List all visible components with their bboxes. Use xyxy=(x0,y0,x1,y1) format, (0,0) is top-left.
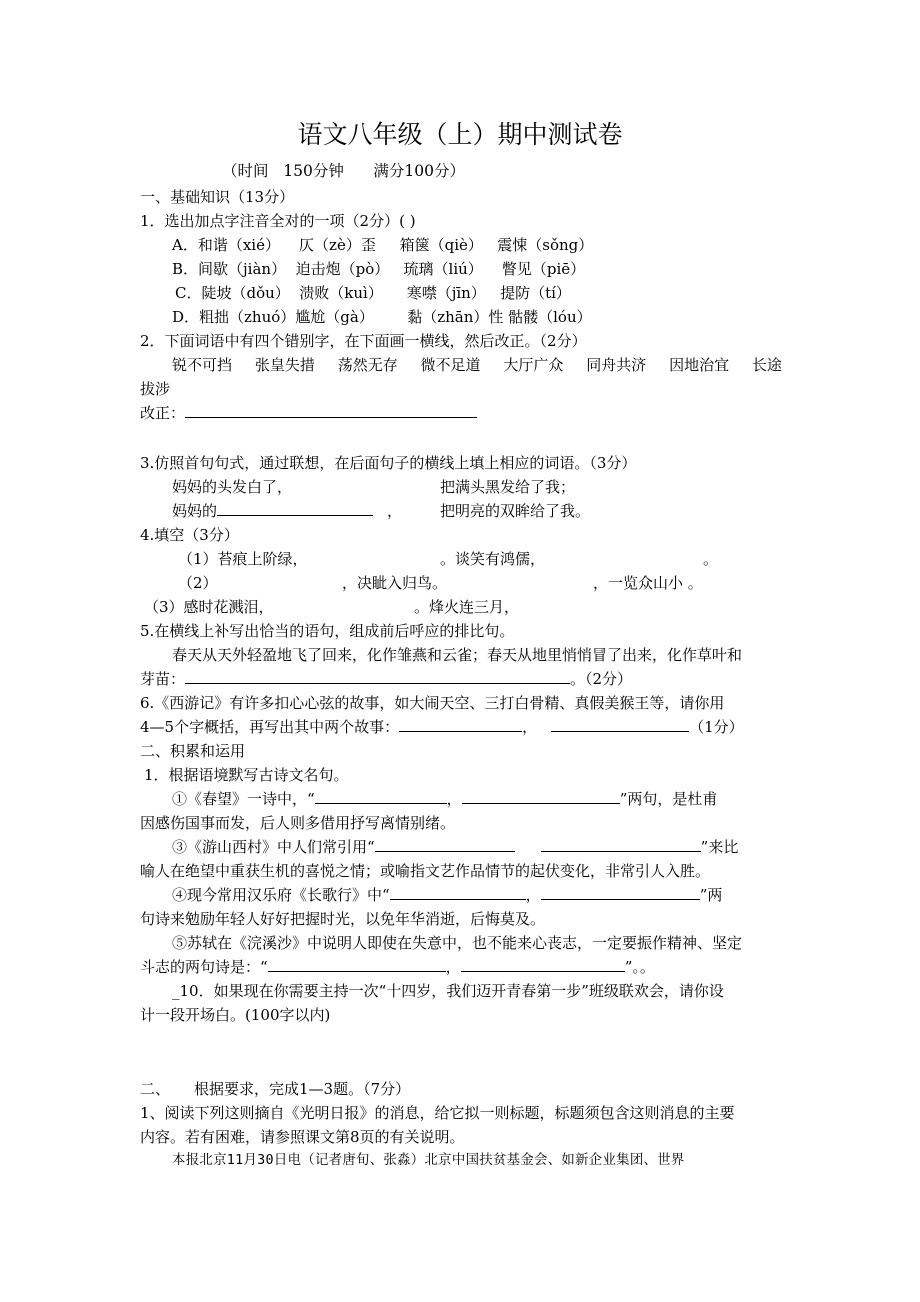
page-title: 语文八年级（上）期中测试卷 xyxy=(297,120,623,149)
question-stem: 5.在横线上补写出恰当的语句，组成前后呼应的排比句。 xyxy=(140,622,515,640)
text: ”两句，是杜甫 xyxy=(619,790,718,808)
text: ， xyxy=(525,886,541,904)
answer-blank[interactable] xyxy=(541,837,701,852)
q3-line2-right: 把明亮的双眸给了我。 xyxy=(440,502,591,520)
paragraph: 因感伤国事而发，后人则多借用抒写离情别绪。 xyxy=(140,814,456,832)
poem-item xyxy=(172,789,717,809)
fill-line: ，一览众山小 。 xyxy=(593,574,703,592)
word: 锐不可挡 xyxy=(172,356,233,374)
text: 。（2分） xyxy=(570,670,633,688)
question-stem: 计一段开场白。(100字以内) xyxy=(140,1006,331,1024)
q3-line1-left: 妈妈的头发白了， xyxy=(172,478,293,496)
paragraph: 春天从天外轻盈地飞了回来，化作雏燕和云雀；春天从地里悄悄冒了出来，化作草叶和 xyxy=(172,646,743,664)
word: 张皇失措 xyxy=(254,356,315,374)
answer-blank[interactable] xyxy=(185,669,570,684)
answer-blank[interactable] xyxy=(462,789,620,804)
text: ①《春望》一诗中，“ xyxy=(172,790,315,808)
exam-subtitle: （时间 150分钟 满分100分） xyxy=(222,162,466,180)
answer-blank[interactable] xyxy=(217,501,373,516)
option-c[interactable]: C．陡坡（dǒu） 溃败（kuì） 寒噤（jīn） 提防（tí） xyxy=(175,284,571,302)
question-stem: 内容。若有困难，请参照课文第8页的有关说明。 xyxy=(140,1128,465,1146)
text: ”来比 xyxy=(700,838,739,856)
word: 大厅广众 xyxy=(503,356,564,374)
text: ， xyxy=(445,958,461,976)
q3-line1-right: 把满头黑发给了我； xyxy=(440,478,576,496)
question-stem: 3.仿照首句句式，通过联想，在后面句子的横线上填上相应的词语。（3分） xyxy=(140,454,637,472)
fill-line: 。谈笑有鸿儒， xyxy=(440,550,546,568)
answer-blank[interactable] xyxy=(461,957,625,972)
poem-item: ⑤苏轼在《浣溪沙》中说明人即使在失意中，也不能来心丧志，一定要振作精神、坚定 xyxy=(172,934,743,952)
fill-line: 。烽火连三月， xyxy=(414,598,520,616)
fill-line: （3）感时花溅泪， xyxy=(144,598,274,616)
answer-blank[interactable] xyxy=(390,885,526,900)
question-stem: 1．根据语境默写古诗文名句。 xyxy=(144,766,349,784)
option-d[interactable]: D．粗拙（zhuó）尴尬（gà） 黏（zhān）性 骷髅（lóu） xyxy=(172,308,592,326)
answer-blank[interactable] xyxy=(551,717,689,732)
text: （1分） xyxy=(689,718,744,736)
question-stem: 4.填空（3分） xyxy=(140,526,239,544)
question-stem: 2．下面词语中有四个错别字，在下面画一横线，然后改正。（2分） xyxy=(140,332,587,350)
fill-line: （2） xyxy=(178,574,218,592)
answer-blank[interactable] xyxy=(399,717,522,732)
word: 荡然无存 xyxy=(337,356,398,374)
correction-label: 改正： xyxy=(140,404,186,422)
text: ④现今常用汉乐府《长歌行》中“ xyxy=(172,886,390,904)
fill-line: （1）苔痕上阶绿， xyxy=(178,550,308,568)
text: 4—5个字概括，再写出其中两个故事： xyxy=(140,718,400,736)
text: ”。。 xyxy=(624,958,655,976)
question-stem: _10．如果现在你需要主持一次“十四岁，我们迈开青春第一步”班级联欢会，请你设 xyxy=(172,982,724,1000)
section-heading: 二、积累和运用 xyxy=(140,742,246,760)
text: 妈妈的 xyxy=(172,502,218,520)
answer-blank[interactable] xyxy=(375,837,515,852)
paragraph xyxy=(140,957,655,977)
text: 芽苗： xyxy=(140,670,186,688)
question-stem xyxy=(140,717,744,737)
fill-line: ，决眦入归鸟。 xyxy=(342,574,448,592)
word: 长途 xyxy=(751,356,782,374)
answer-blank[interactable] xyxy=(185,403,477,418)
text: ”两 xyxy=(699,886,723,904)
question-stem: 1．选出加点字注音全对的一项（2分）( ) xyxy=(140,212,416,230)
word-list xyxy=(172,355,782,375)
text: ， xyxy=(446,790,462,808)
word-wrap: 拔涉 xyxy=(140,380,171,398)
section-heading xyxy=(140,1079,410,1099)
section-heading: 一、基础知识（13分） xyxy=(140,188,295,206)
question-stem: 6.《西游记》有许多扣心心弦的故事，如大闹天空、三打白骨精、真假美猴王等，请你用 xyxy=(140,694,725,712)
q3-line2-left xyxy=(172,501,402,521)
word: 同舟共济 xyxy=(586,356,647,374)
answer-blank[interactable] xyxy=(541,885,700,900)
option-a[interactable]: A．和谐（xié） 仄（zè）歪 箱箧（qiè） 震悚（sǒng） xyxy=(172,236,594,254)
text: ③《游山西村》中人们常引用“ xyxy=(172,838,375,856)
text: 斗志的两句诗是：“ xyxy=(140,958,268,976)
text: ， xyxy=(387,502,403,520)
paragraph: 句诗来勉励年轻人好好把握时光，以免年华消逝，后悔莫及。 xyxy=(140,910,546,928)
answer-blank[interactable] xyxy=(268,957,446,972)
question-stem: 1、阅读下列这则摘自《光明日报》的消息，给它拟一则标题，标题须包含这则消息的主要 xyxy=(140,1104,735,1122)
word: 微不足道 xyxy=(420,356,481,374)
text: 二、 xyxy=(140,1080,171,1098)
correction-line xyxy=(140,403,477,423)
poem-item xyxy=(172,837,738,857)
word: 因地治宜 xyxy=(669,356,730,374)
poem-item xyxy=(172,885,722,905)
answer-blank[interactable] xyxy=(315,789,447,804)
fill-line: 。 xyxy=(703,550,719,568)
text: 根据要求，完成1—3题。（7分） xyxy=(194,1080,411,1098)
text: ， xyxy=(522,718,538,736)
paragraph xyxy=(140,669,632,689)
news-paragraph: 本报北京11月30日电（记者唐旬、张淼）北京中国扶贫基金会、如新企业集团、世界 xyxy=(172,1153,685,1168)
option-b[interactable]: B．间歇（jiàn） 迫击炮（pò） 琉璃（liú） 瞥见（piē） xyxy=(172,260,586,278)
paragraph: 喻人在绝望中重获生机的喜悦之情；或喻指文艺作品情节的起伏变化，非常引人入胜。 xyxy=(140,862,711,880)
